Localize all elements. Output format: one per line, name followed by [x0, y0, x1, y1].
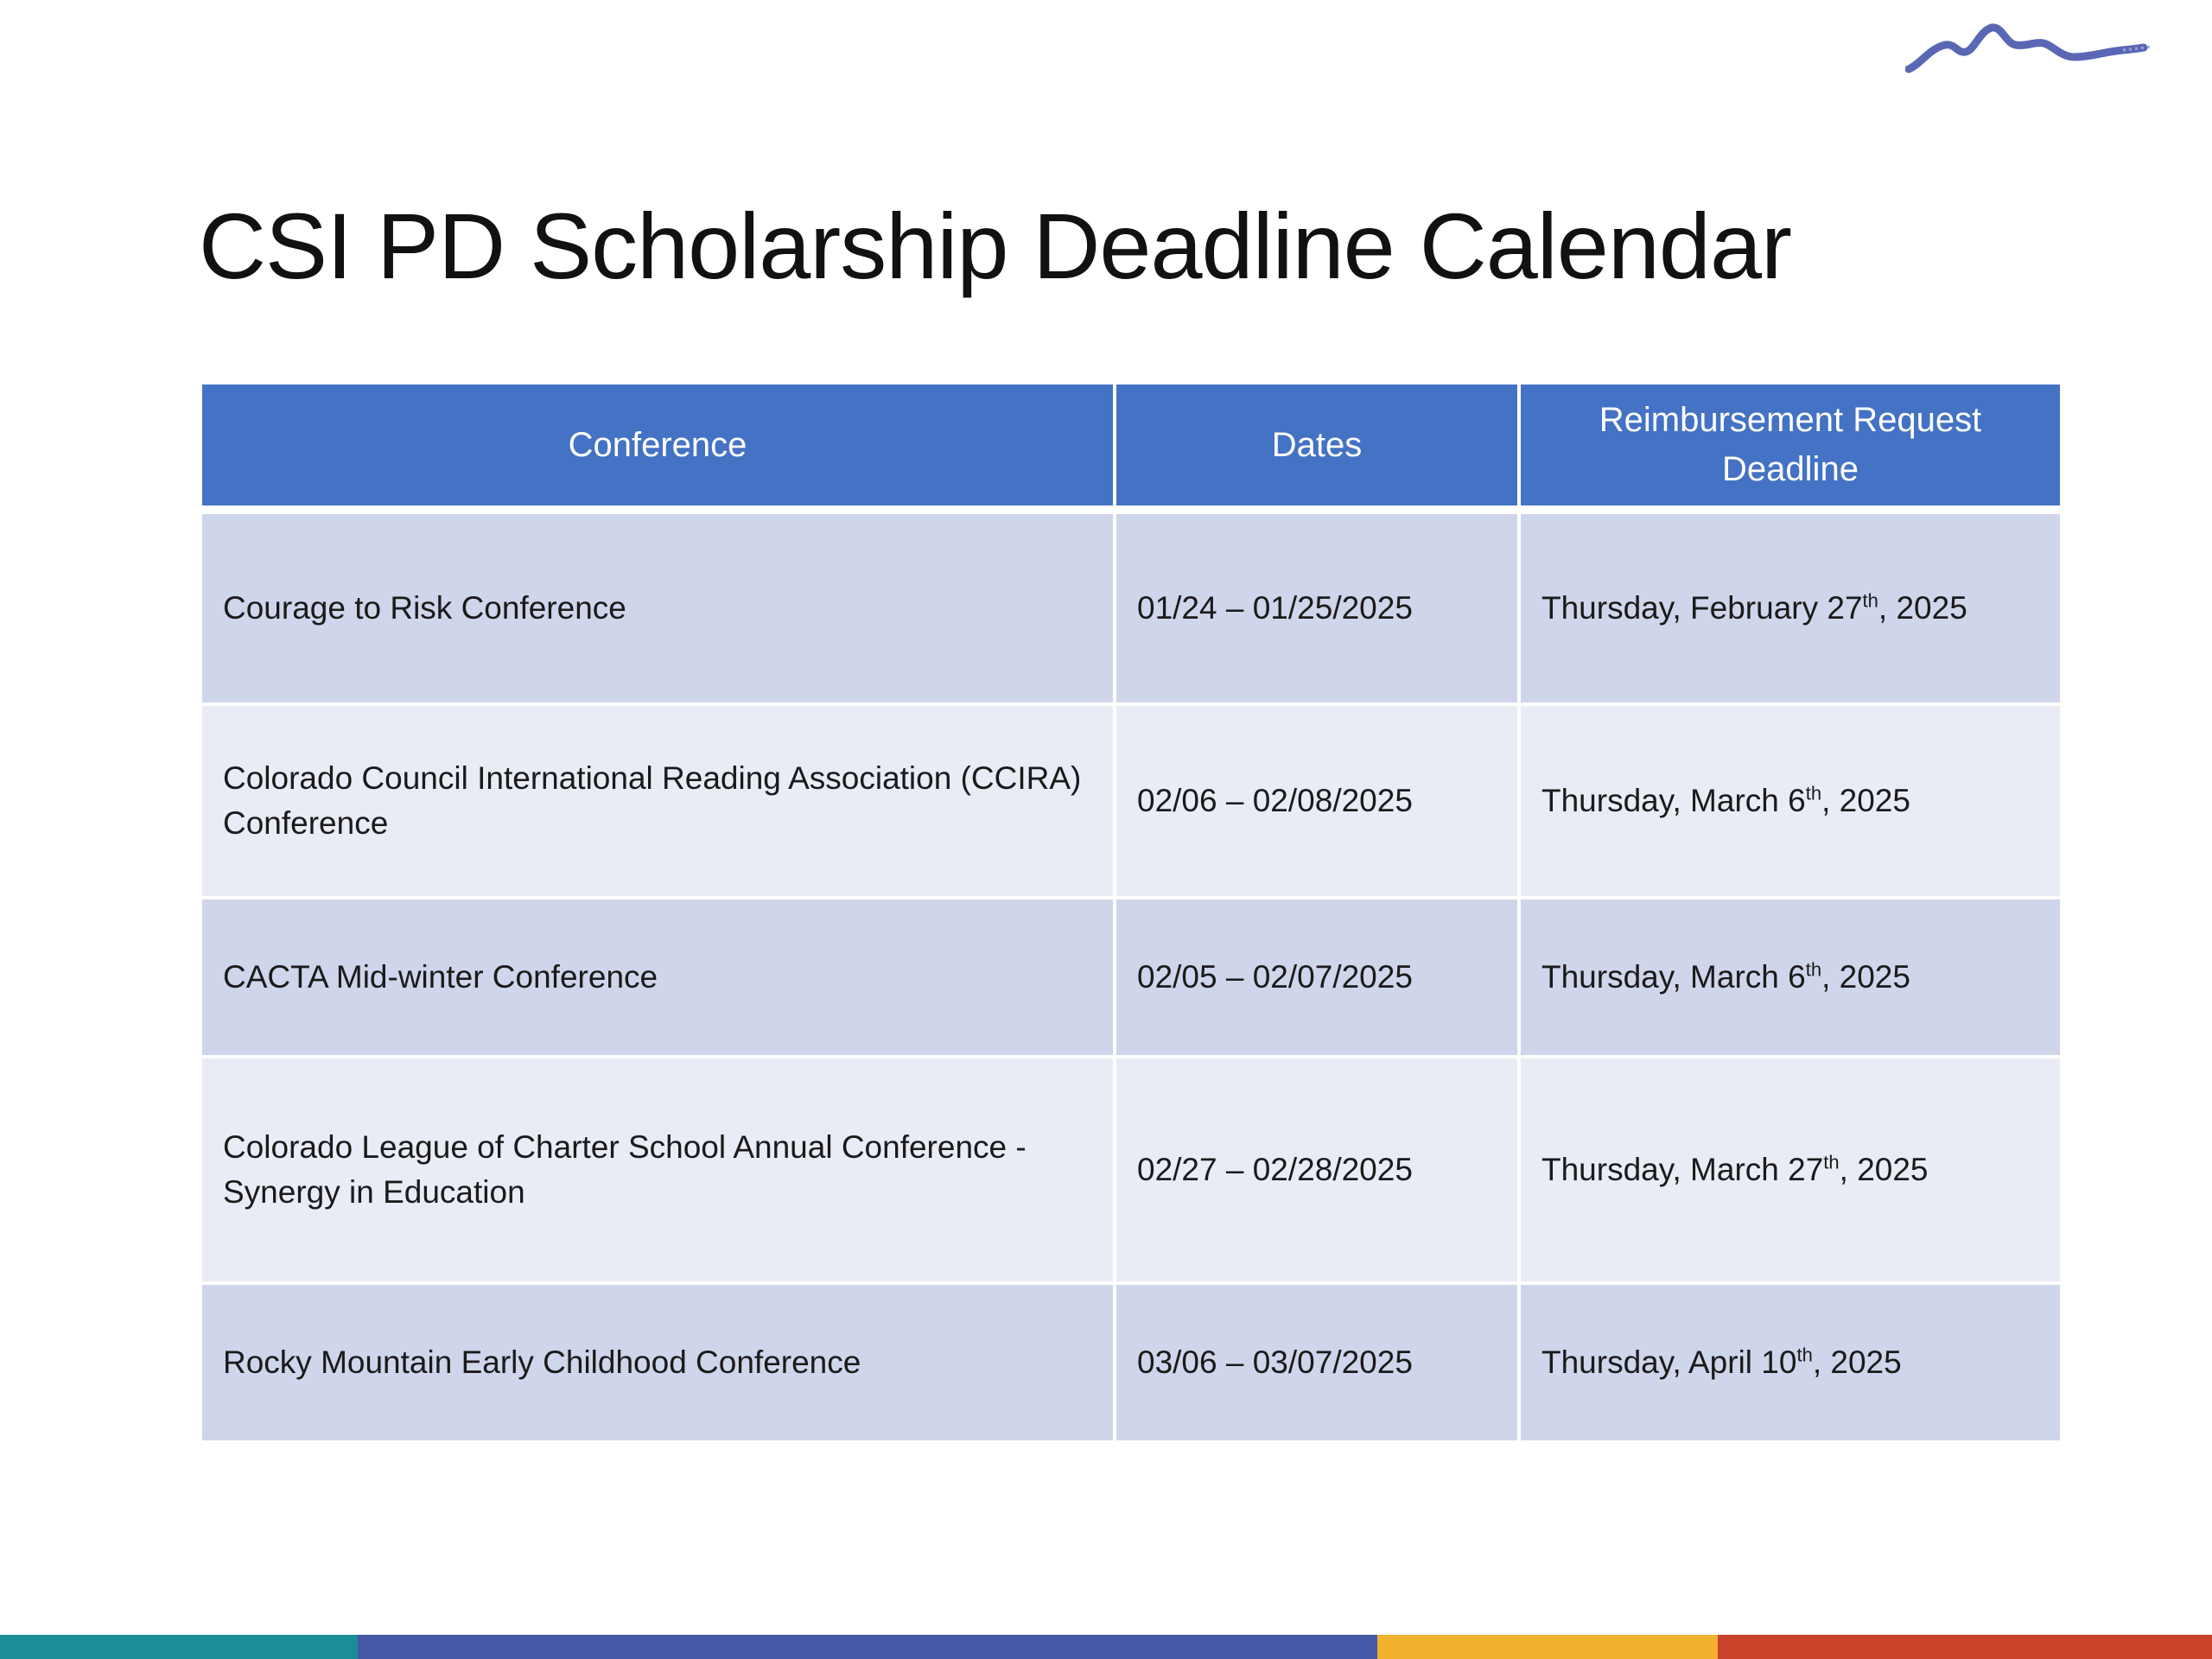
ordinal-suffix: th	[1796, 1344, 1813, 1366]
deadline-year: , 2025	[1839, 1152, 1929, 1187]
deadline-year: , 2025	[1812, 1344, 1902, 1380]
deadline-text: Thursday, March 27	[1541, 1152, 1824, 1187]
table-row	[202, 706, 2060, 899]
header-deadline: Reimbursement Request Deadline	[1521, 385, 2060, 514]
ordinal-suffix: th	[1862, 589, 1878, 612]
deadline-year: , 2025	[1878, 590, 1967, 626]
table-row	[202, 1285, 2060, 1444]
conference-cell: CACTA Mid-winter Conference	[202, 899, 1116, 1058]
deadline-text: Thursday, March 6	[1541, 959, 1806, 995]
deadline-cell	[1521, 899, 2060, 1058]
deadline-cell	[1521, 706, 2060, 899]
table-row	[202, 899, 2060, 1058]
page-title: CSI PD Scholarship Deadline Calendar	[199, 194, 1791, 298]
deadline-text: Thursday, March 6	[1541, 783, 1806, 818]
footer-bar-yellow	[1377, 1635, 1718, 1659]
deadline-cell	[1521, 1285, 2060, 1444]
deadline-cell	[1521, 1058, 2060, 1285]
deadline-text: Thursday, April 10	[1541, 1344, 1797, 1380]
conference-cell: Rocky Mountain Early Childhood Conference	[202, 1285, 1116, 1444]
dates-cell: 02/05 – 02/07/2025	[1116, 899, 1521, 1058]
conference-cell: Colorado Council International Reading Association (CCIRA) Conference	[202, 706, 1116, 899]
deadline-year: , 2025	[1821, 959, 1910, 995]
dates-cell: 03/06 – 03/07/2025	[1116, 1285, 1521, 1444]
conference-cell: Colorado League of Charter School Annual Conference - Synergy in Education	[202, 1058, 1116, 1285]
ordinal-suffix: th	[1805, 782, 1822, 804]
deadline-cell	[1521, 514, 2060, 706]
ordinal-suffix: th	[1823, 1151, 1840, 1173]
footer-bar-red	[1718, 1635, 2212, 1659]
footer-bar-teal	[0, 1635, 358, 1659]
deadline-year: , 2025	[1821, 783, 1910, 818]
table-header-row	[202, 385, 2060, 514]
footer-bar-blue	[358, 1635, 1377, 1659]
dates-cell: 02/27 – 02/28/2025	[1116, 1058, 1521, 1285]
deadline-text: Thursday, February 27	[1541, 590, 1863, 626]
table-row	[202, 1058, 2060, 1285]
dates-cell: 01/24 – 01/25/2025	[1116, 514, 1521, 706]
dates-cell: 02/06 – 02/08/2025	[1116, 706, 1521, 899]
header-dates: Dates	[1116, 385, 1521, 514]
deadline-table	[202, 385, 2060, 1444]
conference-cell: Courage to Risk Conference	[202, 514, 1116, 706]
header-conference: Conference	[202, 385, 1116, 514]
mountain-logo-icon	[1905, 19, 2156, 79]
ordinal-suffix: th	[1805, 958, 1822, 981]
table-row	[202, 514, 2060, 706]
